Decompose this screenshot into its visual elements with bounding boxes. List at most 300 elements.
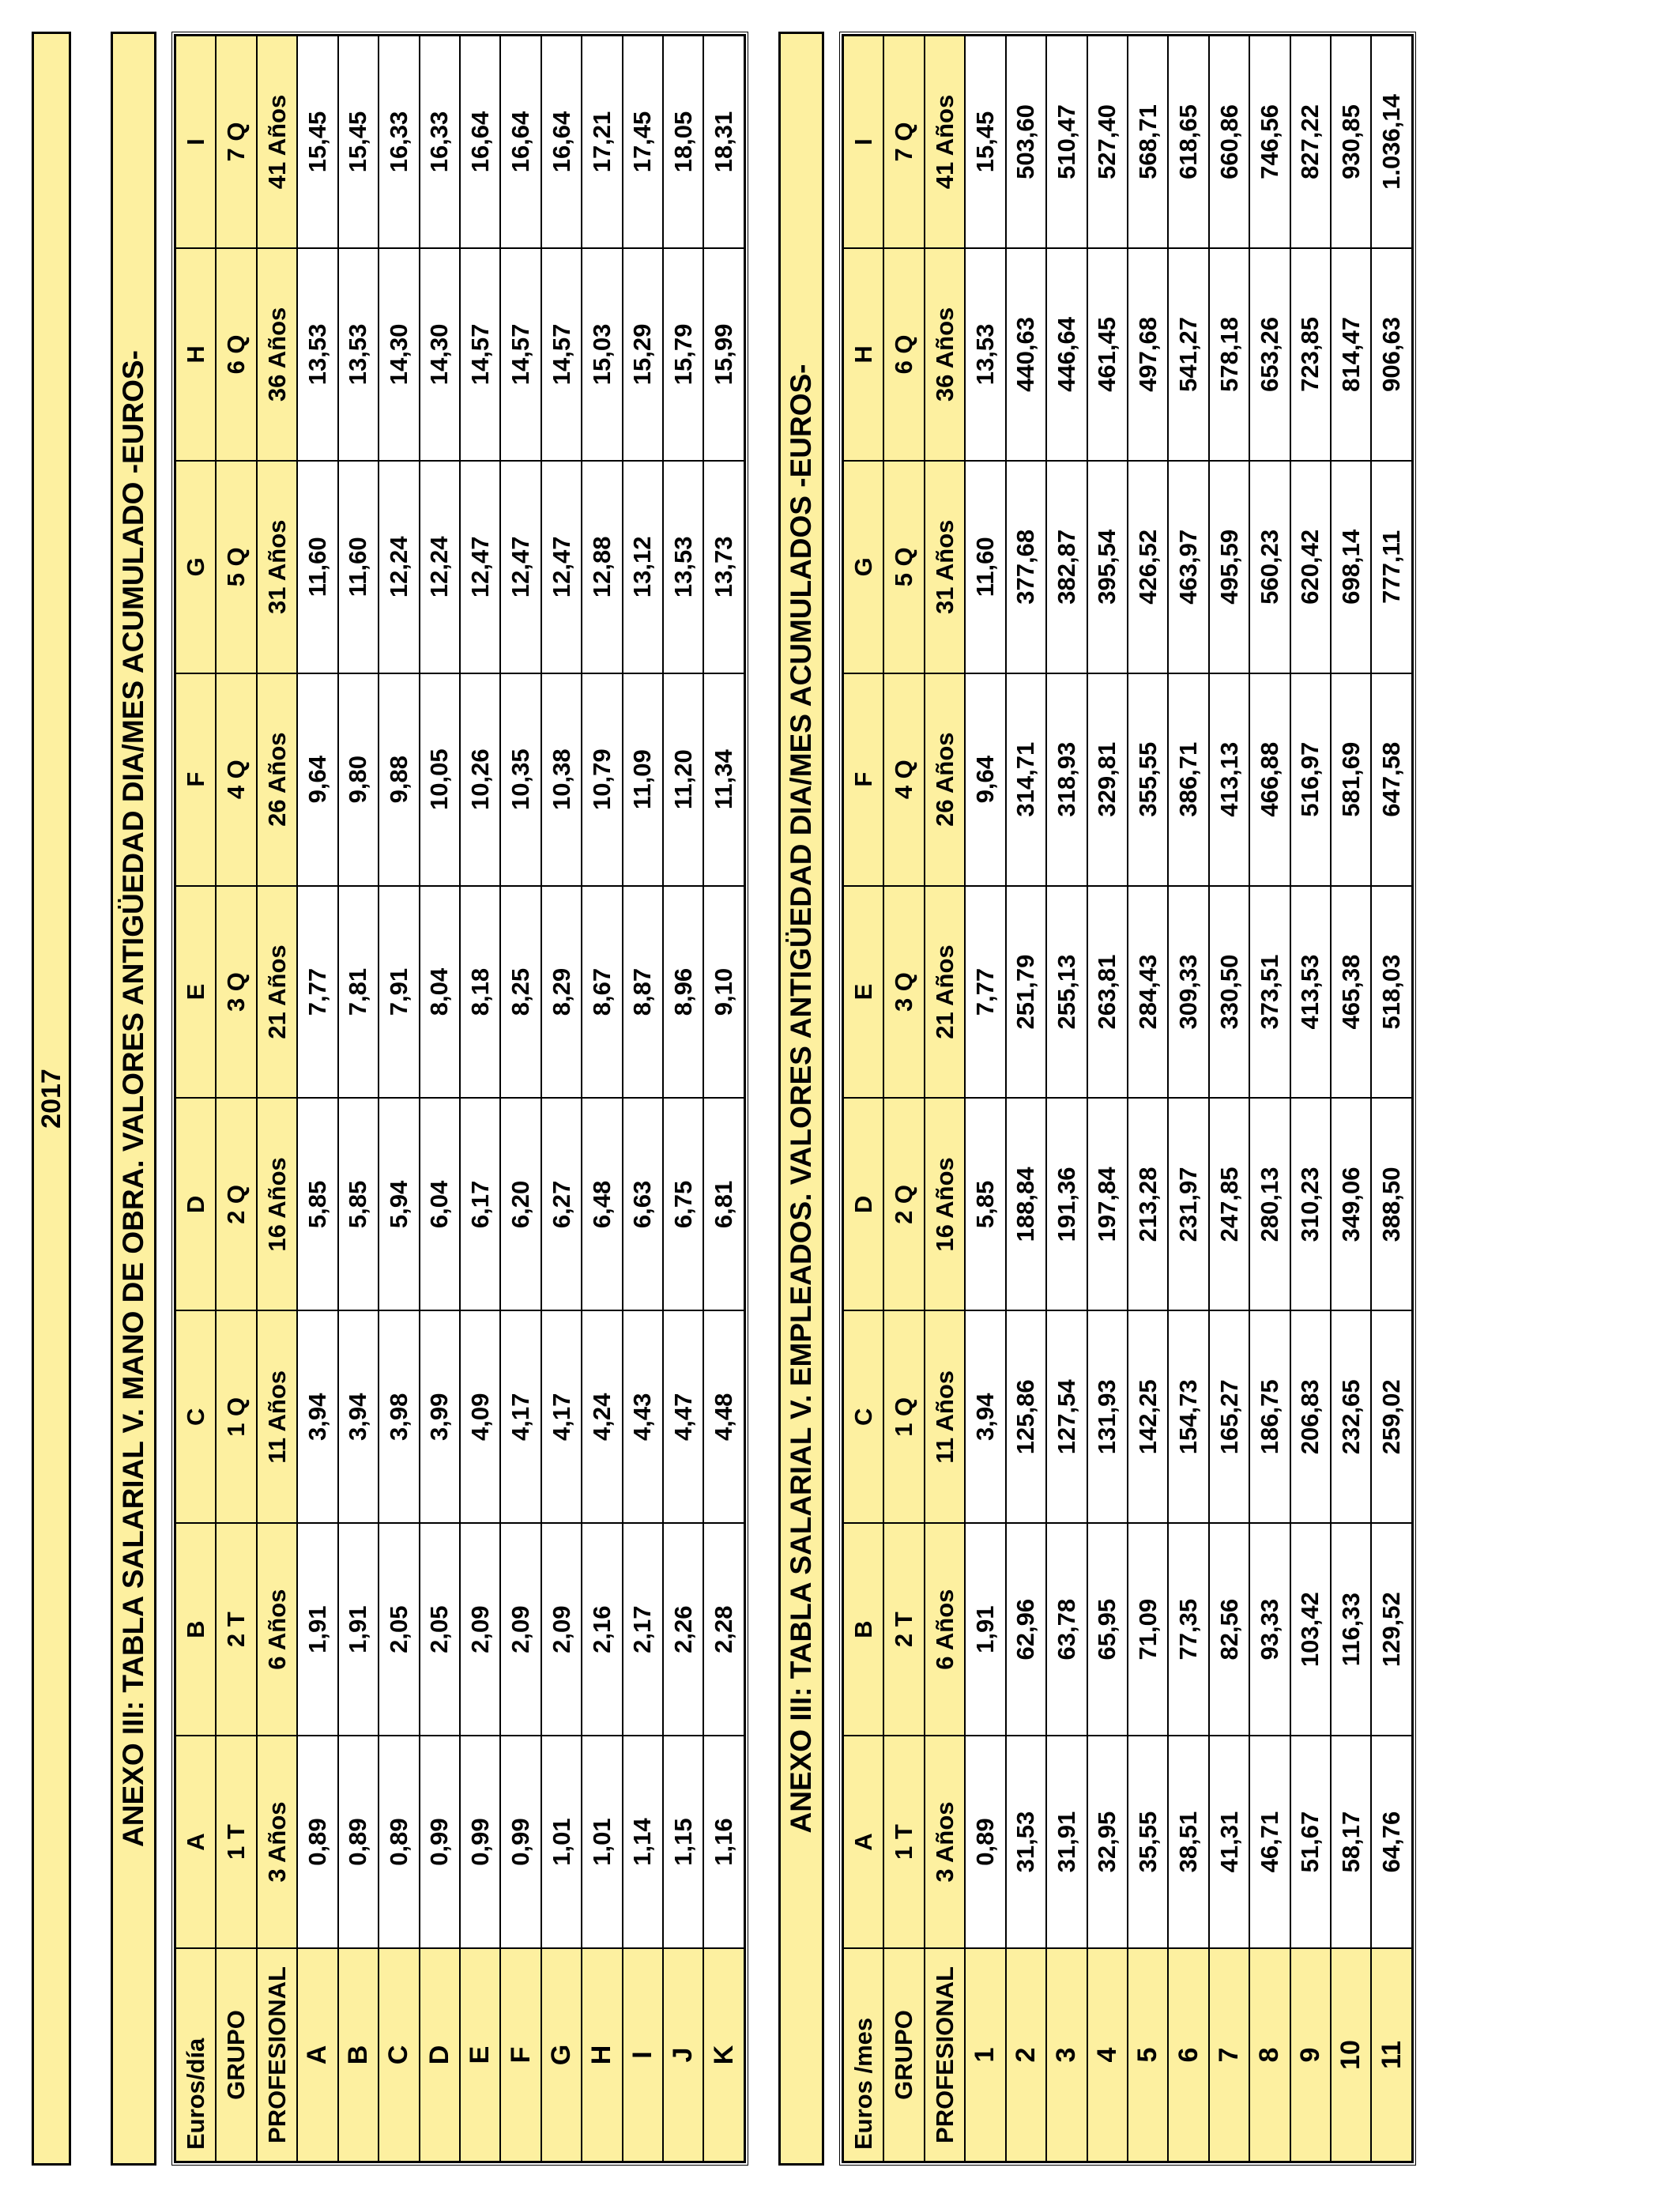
column-letter: E bbox=[175, 886, 216, 1099]
column-code: 2 T bbox=[883, 1523, 924, 1736]
value-cell: 777,11 bbox=[1371, 461, 1412, 673]
value-cell: 463,97 bbox=[1168, 461, 1208, 673]
value-cell: 310,23 bbox=[1290, 1099, 1331, 1311]
value-cell: 386,71 bbox=[1168, 673, 1208, 886]
value-cell: 4,24 bbox=[582, 1310, 622, 1523]
value-cell: 13,53 bbox=[965, 248, 1005, 461]
table1-title: ANEXO III: TABLA SALARIAL V. MANO DE OBRA. VALORES ANTIGÜEDAD DIA/MES ACUMULADO -EUROS- bbox=[111, 32, 156, 2166]
value-cell: 12,24 bbox=[379, 461, 419, 673]
value-cell: 197,84 bbox=[1087, 1099, 1128, 1311]
value-cell: 64,76 bbox=[1371, 1736, 1412, 1948]
value-cell: 13,12 bbox=[623, 461, 663, 673]
group-cell: 10 bbox=[1331, 1948, 1371, 2162]
column-code: 2 Q bbox=[216, 1099, 256, 1311]
header-row-years bbox=[925, 36, 965, 2162]
value-cell: 15,79 bbox=[663, 248, 703, 461]
value-cell: 314,71 bbox=[1006, 673, 1046, 886]
group-cell: J bbox=[663, 1948, 703, 2162]
value-cell: 7,77 bbox=[297, 886, 337, 1099]
value-cell: 17,45 bbox=[623, 36, 663, 248]
column-code: 7 Q bbox=[216, 36, 256, 248]
value-cell: 8,29 bbox=[541, 886, 582, 1099]
value-cell: 620,42 bbox=[1290, 461, 1331, 673]
value-cell: 142,25 bbox=[1128, 1310, 1168, 1523]
value-cell: 2,28 bbox=[703, 1523, 744, 1736]
group-cell: C bbox=[379, 1948, 419, 2162]
value-cell: 7,91 bbox=[379, 886, 419, 1099]
column-letter: D bbox=[175, 1099, 216, 1311]
value-cell: 14,30 bbox=[420, 248, 460, 461]
group-cell: A bbox=[297, 1948, 337, 2162]
value-cell: 191,36 bbox=[1046, 1099, 1087, 1311]
salary-table-empleados bbox=[842, 35, 1413, 2162]
table-row bbox=[1209, 36, 1249, 2162]
value-cell: 13,73 bbox=[703, 461, 744, 673]
column-years: 11 Años bbox=[257, 1310, 297, 1523]
value-cell: 12,47 bbox=[541, 461, 582, 673]
value-cell: 16,33 bbox=[379, 36, 419, 248]
value-cell: 568,71 bbox=[1128, 36, 1168, 248]
column-code: 3 Q bbox=[216, 886, 256, 1099]
value-cell: 18,31 bbox=[703, 36, 744, 248]
value-cell: 154,73 bbox=[1168, 1310, 1208, 1523]
column-letter: G bbox=[175, 461, 216, 673]
value-cell: 413,53 bbox=[1290, 886, 1331, 1099]
value-cell: 930,85 bbox=[1331, 36, 1371, 248]
value-cell: 13,53 bbox=[297, 248, 337, 461]
value-cell: 4,43 bbox=[623, 1310, 663, 1523]
table-row bbox=[541, 36, 582, 2162]
header-row-codes bbox=[883, 36, 924, 2162]
value-cell: 6,27 bbox=[541, 1099, 582, 1311]
column-letter: C bbox=[175, 1310, 216, 1523]
value-cell: 1,14 bbox=[623, 1736, 663, 1948]
value-cell: 5,85 bbox=[297, 1099, 337, 1311]
value-cell: 466,88 bbox=[1249, 673, 1290, 886]
column-letter: I bbox=[175, 36, 216, 248]
value-cell: 9,80 bbox=[338, 673, 379, 886]
value-cell: 618,65 bbox=[1168, 36, 1208, 248]
value-cell: 309,33 bbox=[1168, 886, 1208, 1099]
value-cell: 2,17 bbox=[623, 1523, 663, 1736]
table-row bbox=[1371, 36, 1412, 2162]
column-code: 1 T bbox=[883, 1736, 924, 1948]
value-cell: 2,05 bbox=[420, 1523, 460, 1736]
value-cell: 698,14 bbox=[1331, 461, 1371, 673]
value-cell: 9,10 bbox=[703, 886, 744, 1099]
value-cell: 6,63 bbox=[623, 1099, 663, 1311]
group-cell: 11 bbox=[1371, 1948, 1412, 2162]
value-cell: 318,93 bbox=[1046, 673, 1087, 886]
value-cell: 13,53 bbox=[338, 248, 379, 461]
value-cell: 1,91 bbox=[338, 1523, 379, 1736]
column-letter: E bbox=[843, 886, 883, 1099]
group-cell: F bbox=[500, 1948, 541, 2162]
value-cell: 355,55 bbox=[1128, 673, 1168, 886]
value-cell: 723,85 bbox=[1290, 248, 1331, 461]
table-row bbox=[1046, 36, 1087, 2162]
value-cell: 259,02 bbox=[1371, 1310, 1412, 1523]
value-cell: 0,99 bbox=[460, 1736, 500, 1948]
value-cell: 11,20 bbox=[663, 673, 703, 886]
value-cell: 6,20 bbox=[500, 1099, 541, 1311]
column-years: 21 Años bbox=[925, 886, 965, 1099]
value-cell: 1,15 bbox=[663, 1736, 703, 1948]
value-cell: 14,30 bbox=[379, 248, 419, 461]
column-years: 31 Años bbox=[925, 461, 965, 673]
value-cell: 6,75 bbox=[663, 1099, 703, 1311]
value-cell: 280,13 bbox=[1249, 1099, 1290, 1311]
value-cell: 10,38 bbox=[541, 673, 582, 886]
value-cell: 0,99 bbox=[500, 1736, 541, 1948]
value-cell: 906,63 bbox=[1371, 248, 1412, 461]
column-years: 36 Años bbox=[257, 248, 297, 461]
value-cell: 3,98 bbox=[379, 1310, 419, 1523]
value-cell: 65,95 bbox=[1087, 1523, 1128, 1736]
value-cell: 41,31 bbox=[1209, 1736, 1249, 1948]
value-cell: 16,64 bbox=[460, 36, 500, 248]
value-cell: 6,48 bbox=[582, 1099, 622, 1311]
value-cell: 31,91 bbox=[1046, 1736, 1087, 1948]
value-cell: 131,93 bbox=[1087, 1310, 1128, 1523]
value-cell: 232,65 bbox=[1331, 1310, 1371, 1523]
value-cell: 16,64 bbox=[541, 36, 582, 248]
column-letter: D bbox=[843, 1099, 883, 1311]
table-row bbox=[1006, 36, 1046, 2162]
group-cell: 7 bbox=[1209, 1948, 1249, 2162]
group-cell: H bbox=[582, 1948, 622, 2162]
group-cell: D bbox=[420, 1948, 460, 2162]
value-cell: 578,18 bbox=[1209, 248, 1249, 461]
group-label: PROFESIONAL bbox=[925, 1948, 965, 2162]
column-years: 21 Años bbox=[257, 886, 297, 1099]
group-cell: 6 bbox=[1168, 1948, 1208, 2162]
table2-container bbox=[839, 32, 1416, 2166]
value-cell: 373,51 bbox=[1249, 886, 1290, 1099]
value-cell: 8,25 bbox=[500, 886, 541, 1099]
value-cell: 13,53 bbox=[663, 461, 703, 673]
column-code: 6 Q bbox=[216, 248, 256, 461]
value-cell: 251,79 bbox=[1006, 886, 1046, 1099]
value-cell: 330,50 bbox=[1209, 886, 1249, 1099]
column-letter: F bbox=[843, 673, 883, 886]
column-years: 16 Años bbox=[925, 1099, 965, 1311]
value-cell: 5,94 bbox=[379, 1099, 419, 1311]
value-cell: 12,24 bbox=[420, 461, 460, 673]
value-cell: 4,48 bbox=[703, 1310, 744, 1523]
value-cell: 560,23 bbox=[1249, 461, 1290, 673]
column-letter: H bbox=[175, 248, 216, 461]
value-cell: 58,17 bbox=[1331, 1736, 1371, 1948]
column-letter: H bbox=[843, 248, 883, 461]
value-cell: 17,21 bbox=[582, 36, 622, 248]
column-years: 3 Años bbox=[925, 1736, 965, 1948]
value-cell: 10,79 bbox=[582, 673, 622, 886]
column-code: 3 Q bbox=[883, 886, 924, 1099]
value-cell: 426,52 bbox=[1128, 461, 1168, 673]
table-row bbox=[297, 36, 337, 2162]
column-code: 6 Q bbox=[883, 248, 924, 461]
group-cell: G bbox=[541, 1948, 582, 2162]
value-cell: 31,53 bbox=[1006, 1736, 1046, 1948]
column-letter: B bbox=[843, 1523, 883, 1736]
group-label: GRUPO bbox=[216, 1948, 256, 2162]
value-cell: 11,34 bbox=[703, 673, 744, 886]
value-cell: 4,09 bbox=[460, 1310, 500, 1523]
column-years: 26 Años bbox=[925, 673, 965, 886]
group-label: PROFESIONAL bbox=[257, 1948, 297, 2162]
group-cell: B bbox=[338, 1948, 379, 2162]
column-code: 4 Q bbox=[216, 673, 256, 886]
column-letter: C bbox=[843, 1310, 883, 1523]
value-cell: 4,47 bbox=[663, 1310, 703, 1523]
value-cell: 1,91 bbox=[297, 1523, 337, 1736]
value-cell: 461,45 bbox=[1087, 248, 1128, 461]
column-letter: G bbox=[843, 461, 883, 673]
column-code: 1 Q bbox=[883, 1310, 924, 1523]
value-cell: 349,06 bbox=[1331, 1099, 1371, 1311]
unit-label: Euros /mes bbox=[843, 1948, 883, 2162]
value-cell: 647,58 bbox=[1371, 673, 1412, 886]
table-row bbox=[379, 36, 419, 2162]
table1-container bbox=[171, 32, 748, 2166]
value-cell: 746,56 bbox=[1249, 36, 1290, 248]
value-cell: 14,57 bbox=[460, 248, 500, 461]
column-years: 26 Años bbox=[257, 673, 297, 886]
unit-label: Euros/día bbox=[175, 1948, 216, 2162]
table-row bbox=[703, 36, 744, 2162]
value-cell: 63,78 bbox=[1046, 1523, 1087, 1736]
value-cell: 255,13 bbox=[1046, 886, 1087, 1099]
rotated-sheet bbox=[32, 32, 1580, 2166]
column-years: 41 Años bbox=[925, 36, 965, 248]
value-cell: 188,84 bbox=[1006, 1099, 1046, 1311]
value-cell: 10,05 bbox=[420, 673, 460, 886]
column-letter: F bbox=[175, 673, 216, 886]
value-cell: 465,38 bbox=[1331, 886, 1371, 1099]
value-cell: 2,09 bbox=[500, 1523, 541, 1736]
value-cell: 231,97 bbox=[1168, 1099, 1208, 1311]
column-years: 3 Años bbox=[257, 1736, 297, 1948]
value-cell: 15,99 bbox=[703, 248, 744, 461]
value-cell: 440,63 bbox=[1006, 248, 1046, 461]
value-cell: 2,05 bbox=[379, 1523, 419, 1736]
value-cell: 527,40 bbox=[1087, 36, 1128, 248]
header-row-letters bbox=[175, 36, 216, 2162]
value-cell: 11,60 bbox=[297, 461, 337, 673]
value-cell: 12,88 bbox=[582, 461, 622, 673]
value-cell: 9,64 bbox=[297, 673, 337, 886]
table-row bbox=[663, 36, 703, 2162]
value-cell: 3,99 bbox=[420, 1310, 460, 1523]
group-cell: E bbox=[460, 1948, 500, 2162]
column-letter: I bbox=[843, 36, 883, 248]
value-cell: 82,56 bbox=[1209, 1523, 1249, 1736]
value-cell: 125,86 bbox=[1006, 1310, 1046, 1523]
value-cell: 329,81 bbox=[1087, 673, 1128, 886]
value-cell: 11,09 bbox=[623, 673, 663, 886]
table-row bbox=[965, 36, 1005, 2162]
value-cell: 1,91 bbox=[965, 1523, 1005, 1736]
value-cell: 0,99 bbox=[420, 1736, 460, 1948]
column-code: 7 Q bbox=[883, 36, 924, 248]
table-row bbox=[1290, 36, 1331, 2162]
value-cell: 263,81 bbox=[1087, 886, 1128, 1099]
table-row bbox=[1087, 36, 1128, 2162]
value-cell: 77,35 bbox=[1168, 1523, 1208, 1736]
value-cell: 814,47 bbox=[1331, 248, 1371, 461]
value-cell: 10,26 bbox=[460, 673, 500, 886]
table-row bbox=[1168, 36, 1208, 2162]
value-cell: 18,05 bbox=[663, 36, 703, 248]
group-cell: K bbox=[703, 1948, 744, 2162]
value-cell: 1.036,14 bbox=[1371, 36, 1412, 248]
column-code: 2 T bbox=[216, 1523, 256, 1736]
table-row bbox=[1331, 36, 1371, 2162]
value-cell: 129,52 bbox=[1371, 1523, 1412, 1736]
column-years: 16 Años bbox=[257, 1099, 297, 1311]
value-cell: 0,89 bbox=[379, 1736, 419, 1948]
value-cell: 497,68 bbox=[1128, 248, 1168, 461]
value-cell: 3,94 bbox=[338, 1310, 379, 1523]
value-cell: 8,96 bbox=[663, 886, 703, 1099]
value-cell: 660,86 bbox=[1209, 36, 1249, 248]
value-cell: 1,01 bbox=[541, 1736, 582, 1948]
value-cell: 541,27 bbox=[1168, 248, 1208, 461]
table2-title: ANEXO III: TABLA SALARIAL V. EMPLEADOS. VALORES ANTIGÜEDAD DIA/MES ACUMULADOS -EUROS- bbox=[778, 32, 824, 2166]
value-cell: 1,16 bbox=[703, 1736, 744, 1948]
value-cell: 62,96 bbox=[1006, 1523, 1046, 1736]
value-cell: 15,45 bbox=[965, 36, 1005, 248]
column-years: 6 Años bbox=[257, 1523, 297, 1736]
year-banner: 2017 bbox=[32, 32, 71, 2166]
column-years: 6 Años bbox=[925, 1523, 965, 1736]
column-code: 5 Q bbox=[883, 461, 924, 673]
value-cell: 5,85 bbox=[338, 1099, 379, 1311]
header-row-years bbox=[257, 36, 297, 2162]
value-cell: 653,26 bbox=[1249, 248, 1290, 461]
value-cell: 388,50 bbox=[1371, 1099, 1412, 1311]
value-cell: 6,04 bbox=[420, 1099, 460, 1311]
value-cell: 413,13 bbox=[1209, 673, 1249, 886]
column-code: 1 Q bbox=[216, 1310, 256, 1523]
value-cell: 516,97 bbox=[1290, 673, 1331, 886]
column-years: 31 Años bbox=[257, 461, 297, 673]
value-cell: 0,89 bbox=[297, 1736, 337, 1948]
value-cell: 186,75 bbox=[1249, 1310, 1290, 1523]
value-cell: 11,60 bbox=[965, 461, 1005, 673]
value-cell: 51,67 bbox=[1290, 1736, 1331, 1948]
column-years: 36 Años bbox=[925, 248, 965, 461]
group-cell: 8 bbox=[1249, 1948, 1290, 2162]
group-label: GRUPO bbox=[883, 1948, 924, 2162]
column-letter: A bbox=[843, 1736, 883, 1948]
header-row-letters bbox=[843, 36, 883, 2162]
value-cell: 16,33 bbox=[420, 36, 460, 248]
value-cell: 446,64 bbox=[1046, 248, 1087, 461]
value-cell: 510,47 bbox=[1046, 36, 1087, 248]
group-cell: 3 bbox=[1046, 1948, 1087, 2162]
value-cell: 6,81 bbox=[703, 1099, 744, 1311]
value-cell: 581,69 bbox=[1331, 673, 1371, 886]
value-cell: 32,95 bbox=[1087, 1736, 1128, 1948]
value-cell: 165,27 bbox=[1209, 1310, 1249, 1523]
group-cell: 1 bbox=[965, 1948, 1005, 2162]
value-cell: 8,18 bbox=[460, 886, 500, 1099]
value-cell: 3,94 bbox=[965, 1310, 1005, 1523]
value-cell: 382,87 bbox=[1046, 461, 1087, 673]
value-cell: 4,17 bbox=[500, 1310, 541, 1523]
value-cell: 8,87 bbox=[623, 886, 663, 1099]
table-row bbox=[338, 36, 379, 2162]
value-cell: 377,68 bbox=[1006, 461, 1046, 673]
value-cell: 93,33 bbox=[1249, 1523, 1290, 1736]
value-cell: 2,09 bbox=[460, 1523, 500, 1736]
value-cell: 14,57 bbox=[541, 248, 582, 461]
value-cell: 247,85 bbox=[1209, 1099, 1249, 1311]
value-cell: 46,71 bbox=[1249, 1736, 1290, 1948]
value-cell: 2,26 bbox=[663, 1523, 703, 1736]
group-cell: I bbox=[623, 1948, 663, 2162]
value-cell: 0,89 bbox=[965, 1736, 1005, 1948]
value-cell: 6,17 bbox=[460, 1099, 500, 1311]
value-cell: 103,42 bbox=[1290, 1523, 1331, 1736]
value-cell: 7,77 bbox=[965, 886, 1005, 1099]
value-cell: 3,94 bbox=[297, 1310, 337, 1523]
value-cell: 518,03 bbox=[1371, 886, 1412, 1099]
column-code: 5 Q bbox=[216, 461, 256, 673]
column-letter: B bbox=[175, 1523, 216, 1736]
value-cell: 9,64 bbox=[965, 673, 1005, 886]
table-row bbox=[1249, 36, 1290, 2162]
value-cell: 116,33 bbox=[1331, 1523, 1371, 1736]
value-cell: 8,67 bbox=[582, 886, 622, 1099]
salary-table-mano-de-obra bbox=[175, 35, 745, 2162]
value-cell: 127,54 bbox=[1046, 1310, 1087, 1523]
value-cell: 1,01 bbox=[582, 1736, 622, 1948]
value-cell: 71,09 bbox=[1128, 1523, 1168, 1736]
group-cell: 4 bbox=[1087, 1948, 1128, 2162]
value-cell: 206,83 bbox=[1290, 1310, 1331, 1523]
table-row bbox=[500, 36, 541, 2162]
column-code: 2 Q bbox=[883, 1099, 924, 1311]
value-cell: 12,47 bbox=[460, 461, 500, 673]
value-cell: 8,04 bbox=[420, 886, 460, 1099]
value-cell: 4,17 bbox=[541, 1310, 582, 1523]
column-years: 11 Años bbox=[925, 1310, 965, 1523]
value-cell: 284,43 bbox=[1128, 886, 1168, 1099]
value-cell: 503,60 bbox=[1006, 36, 1046, 248]
column-years: 41 Años bbox=[257, 36, 297, 248]
value-cell: 12,47 bbox=[500, 461, 541, 673]
value-cell: 16,64 bbox=[500, 36, 541, 248]
table-row bbox=[582, 36, 622, 2162]
value-cell: 11,60 bbox=[338, 461, 379, 673]
group-cell: 9 bbox=[1290, 1948, 1331, 2162]
table-row bbox=[460, 36, 500, 2162]
value-cell: 10,35 bbox=[500, 673, 541, 886]
group-cell: 2 bbox=[1006, 1948, 1046, 2162]
value-cell: 15,03 bbox=[582, 248, 622, 461]
value-cell: 395,54 bbox=[1087, 461, 1128, 673]
value-cell: 15,29 bbox=[623, 248, 663, 461]
header-row-codes bbox=[216, 36, 256, 2162]
table-row bbox=[623, 36, 663, 2162]
value-cell: 38,51 bbox=[1168, 1736, 1208, 1948]
value-cell: 827,22 bbox=[1290, 36, 1331, 248]
value-cell: 2,16 bbox=[582, 1523, 622, 1736]
column-code: 4 Q bbox=[883, 673, 924, 886]
